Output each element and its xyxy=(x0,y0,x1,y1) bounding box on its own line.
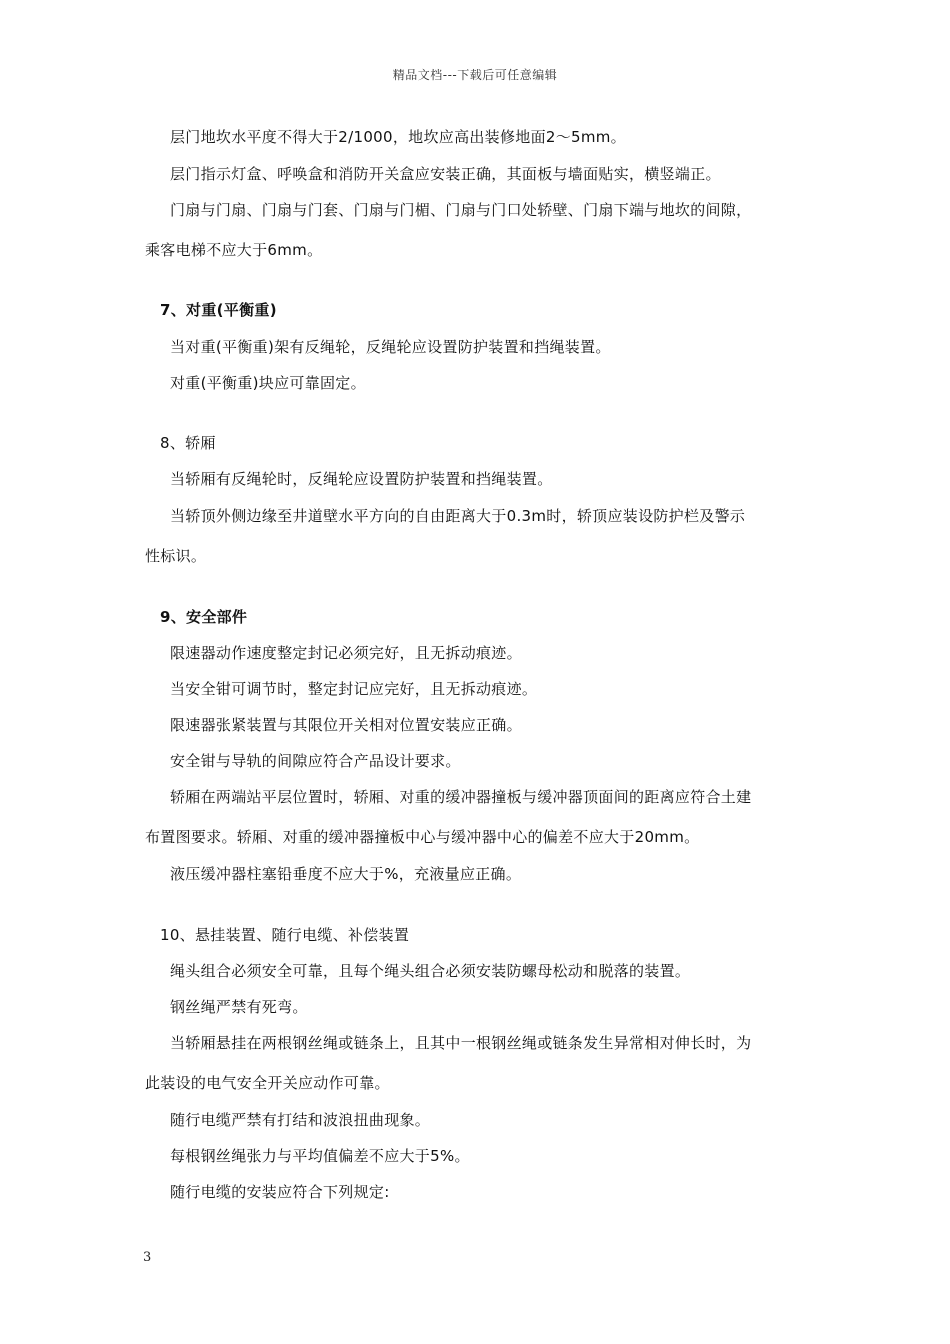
paragraph-line: 当轿厢悬挂在两根钢丝绳或链条上，且其中一根钢丝绳或链条发生异常相对伸长时，为 xyxy=(170,1034,752,1052)
paragraph-line: 性标识。 xyxy=(145,547,207,565)
paragraph-line: 每根钢丝绳张力与平均值偏差不应大于5%。 xyxy=(170,1147,470,1165)
paragraph-line: 此装设的电气安全开关应动作可靠。 xyxy=(145,1074,390,1092)
paragraph-line: 当轿厢有反绳轮时，反绳轮应设置防护装置和挡绳装置。 xyxy=(170,470,553,488)
paragraph-line: 对重(平衡重)块应可靠固定。 xyxy=(170,374,366,392)
paragraph-line: 层门指示灯盒、呼唤盒和消防开关盒应安装正确，其面板与墙面贴实，横竖端正。 xyxy=(170,165,721,183)
paragraph-line: 乘客电梯不应大于6mm。 xyxy=(145,241,323,259)
paragraph-line: 门扇与门扇、门扇与门套、门扇与门楣、门扇与门口处轿壁、门扇下端与地坎的间隙， xyxy=(170,201,752,219)
paragraph-line: 液压缓冲器柱塞铅垂度不应大于%，充液量应正确。 xyxy=(170,865,522,883)
paragraph-line: 钢丝绳严禁有死弯。 xyxy=(170,998,308,1016)
paragraph-line: 限速器动作速度整定封记必须完好，且无拆动痕迹。 xyxy=(170,644,522,662)
page-header: 精品文档---下载后可任意编辑 xyxy=(392,68,558,82)
section-heading: 10、悬挂装置、随行电缆、补偿装置 xyxy=(160,926,410,944)
paragraph-line: 当安全钳可调节时，整定封记应完好，且无拆动痕迹。 xyxy=(170,680,538,698)
paragraph-line: 当轿顶外侧边缘至井道壁水平方向的自由距离大于0.3m时，轿顶应装设防护栏及警示 xyxy=(170,507,746,525)
paragraph-line: 当对重(平衡重)架有反绳轮，反绳轮应设置防护装置和挡绳装置。 xyxy=(170,338,611,356)
paragraph-line: 随行电缆严禁有打结和波浪扭曲现象。 xyxy=(170,1111,431,1129)
paragraph-line: 轿厢在两端站平层位置时，轿厢、对重的缓冲器撞板与缓冲器顶面间的距离应符合土建 xyxy=(170,788,752,806)
section-heading: 8、轿厢 xyxy=(160,434,216,452)
paragraph-line: 限速器张紧装置与其限位开关相对位置安装应正确。 xyxy=(170,716,522,734)
page-number: 3 xyxy=(143,1250,152,1265)
paragraph-line: 布置图要求。轿厢、对重的缓冲器撞板中心与缓冲器中心的偏差不应大于20mm。 xyxy=(145,828,700,846)
section-heading: 7、对重(平衡重) xyxy=(160,301,277,319)
paragraph-line: 随行电缆的安装应符合下列规定: xyxy=(170,1183,390,1201)
paragraph-line: 层门地坎水平度不得大于2/1000，地坎应高出装修地面2～5mm。 xyxy=(170,128,626,146)
section-heading: 9、安全部件 xyxy=(160,608,248,626)
paragraph-line: 安全钳与导轨的间隙应符合产品设计要求。 xyxy=(170,752,461,770)
paragraph-line: 绳头组合必须安全可靠，且每个绳头组合必须安装防螺母松动和脱落的装置。 xyxy=(170,962,691,980)
